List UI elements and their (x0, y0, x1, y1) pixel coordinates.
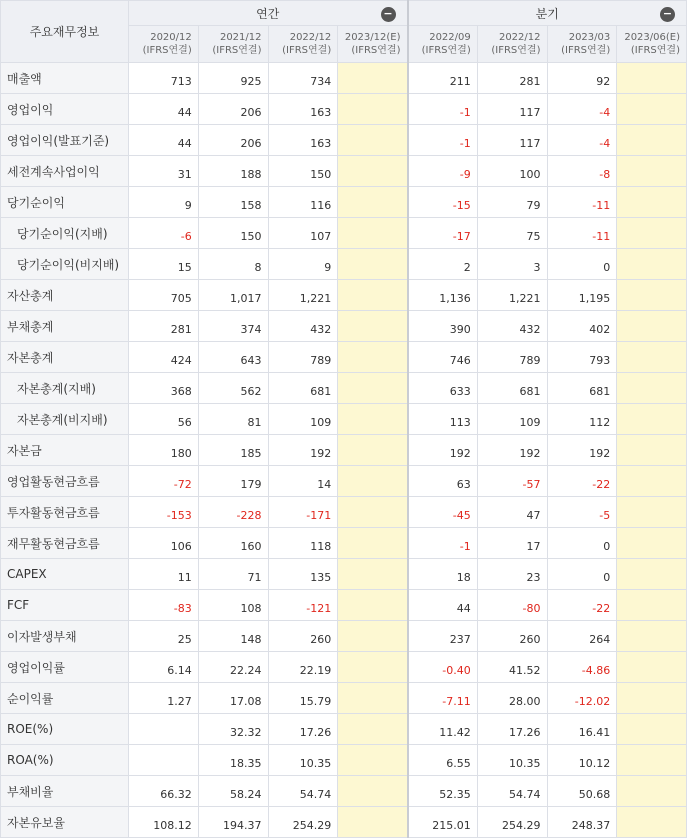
cell-value (617, 745, 687, 776)
cell-value (338, 218, 408, 249)
cell-value (338, 435, 408, 466)
cell-value: 116 (268, 187, 338, 218)
cell-value: 6.55 (408, 745, 478, 776)
cell-value: -8 (547, 156, 617, 187)
cell-value: 192 (477, 435, 547, 466)
cell-value (338, 497, 408, 528)
cell-value (617, 590, 687, 621)
cell-value: 1,221 (268, 280, 338, 311)
cell-value: 254.29 (268, 807, 338, 838)
row-label[interactable]: FCF (1, 590, 129, 621)
cell-value (617, 776, 687, 807)
cell-value: 643 (198, 342, 268, 373)
cell-value (617, 404, 687, 435)
cell-value: 9 (268, 249, 338, 280)
row-label[interactable]: 당기순이익 (1, 187, 129, 218)
group-label: 분기 (535, 6, 559, 21)
cell-value: 1.27 (129, 683, 199, 714)
period-date: 2023/03 (568, 32, 611, 43)
cell-value: 44 (129, 94, 199, 125)
table-row (1, 776, 687, 807)
cell-value: 18 (408, 559, 478, 590)
table-row (1, 218, 687, 249)
table-row (1, 373, 687, 404)
cell-value: 11 (129, 559, 199, 590)
cell-value: 0 (547, 528, 617, 559)
cell-value: -15 (408, 187, 478, 218)
cell-value: 1,136 (408, 280, 478, 311)
cell-value (617, 125, 687, 156)
cell-value: 47 (477, 497, 547, 528)
cell-value (338, 156, 408, 187)
cell-value: 28.00 (477, 683, 547, 714)
cell-value: 106 (129, 528, 199, 559)
cell-value: 14 (268, 466, 338, 497)
cell-value: 402 (547, 311, 617, 342)
table-row (1, 435, 687, 466)
cell-value (338, 528, 408, 559)
period-basis: (IFRS연결) (351, 45, 401, 56)
row-label[interactable]: 세전계속사업이익 (1, 156, 129, 187)
cell-value: 71 (198, 559, 268, 590)
cell-value (338, 311, 408, 342)
table-row (1, 590, 687, 621)
cell-value: 109 (477, 404, 547, 435)
cell-value (617, 94, 687, 125)
period-date: 2022/09 (429, 32, 471, 43)
period-date: 2023/12(E) (344, 32, 401, 43)
period-basis: (IFRS연결) (142, 45, 192, 56)
row-label[interactable]: 영업이익 (1, 94, 129, 125)
cell-value: 194.37 (198, 807, 268, 838)
cell-value: 206 (198, 94, 268, 125)
cell-value: 0 (547, 249, 617, 280)
cell-value: 25 (129, 621, 199, 652)
cell-value: 390 (408, 311, 478, 342)
table-row (1, 466, 687, 497)
cell-value: 160 (198, 528, 268, 559)
cell-value (617, 528, 687, 559)
cell-value: 925 (198, 63, 268, 94)
cell-value: 107 (268, 218, 338, 249)
cell-value: 150 (268, 156, 338, 187)
cell-value: 2 (408, 249, 478, 280)
cell-value: 10.35 (477, 745, 547, 776)
period-header (547, 26, 617, 63)
cell-value: 10.12 (547, 745, 617, 776)
cell-value: -57 (477, 466, 547, 497)
period-header (338, 26, 408, 63)
cell-value (617, 466, 687, 497)
cell-value: 237 (408, 621, 478, 652)
cell-value: 158 (198, 187, 268, 218)
cell-value (338, 776, 408, 807)
cell-value (338, 249, 408, 280)
cell-value: 22.24 (198, 652, 268, 683)
table-row (1, 187, 687, 218)
row-label[interactable]: 자본금 (1, 435, 129, 466)
cell-value (338, 342, 408, 373)
cell-value: 148 (198, 621, 268, 652)
cell-value: 54.74 (268, 776, 338, 807)
period-date: 2023/06(E) (624, 32, 680, 43)
table-row (1, 404, 687, 435)
cell-value: 44 (408, 590, 478, 621)
cell-value: 109 (268, 404, 338, 435)
table-row (1, 311, 687, 342)
cell-value: 75 (477, 218, 547, 249)
cell-value: -12.02 (547, 683, 617, 714)
cell-value: 281 (477, 63, 547, 94)
cell-value: 32.32 (198, 714, 268, 745)
cell-value (617, 621, 687, 652)
cell-value (129, 714, 199, 745)
row-label[interactable]: 영업이익률 (1, 652, 129, 683)
row-label[interactable]: ROE(%) (1, 714, 129, 745)
cell-value (338, 745, 408, 776)
table-row (1, 125, 687, 156)
cell-value: -4 (547, 125, 617, 156)
cell-value: 163 (268, 125, 338, 156)
cell-value: -17 (408, 218, 478, 249)
period-header (198, 26, 268, 63)
table-row (1, 683, 687, 714)
cell-value: -5 (547, 497, 617, 528)
row-label[interactable]: 부채비율 (1, 776, 129, 807)
row-label: 당기순이익(지배) (1, 218, 129, 249)
cell-value: 44 (129, 125, 199, 156)
row-label[interactable]: 자본총계 (1, 342, 129, 373)
cell-value (338, 63, 408, 94)
cell-value: 368 (129, 373, 199, 404)
cell-value: -153 (129, 497, 199, 528)
cell-value: 54.74 (477, 776, 547, 807)
cell-value: 713 (129, 63, 199, 94)
cell-value (338, 280, 408, 311)
cell-value: -83 (129, 590, 199, 621)
cell-value (338, 373, 408, 404)
cell-value: 633 (408, 373, 478, 404)
row-label: 자본총계(지배) (1, 373, 129, 404)
row-label[interactable]: ROA(%) (1, 745, 129, 776)
cell-value (338, 125, 408, 156)
corner-label: 주요재무정보 (1, 1, 129, 63)
cell-value: 264 (547, 621, 617, 652)
cell-value: 562 (198, 373, 268, 404)
period-header (268, 26, 338, 63)
cell-value (617, 714, 687, 745)
cell-value: 117 (477, 125, 547, 156)
cell-value: -6 (129, 218, 199, 249)
cell-value: 63 (408, 466, 478, 497)
cell-value: -1 (408, 94, 478, 125)
row-label: 당기순이익(비지배) (1, 249, 129, 280)
row-label[interactable]: 매출액 (1, 63, 129, 94)
cell-value: 23 (477, 559, 547, 590)
period-basis: (IFRS연결) (212, 45, 262, 56)
table-body (1, 63, 687, 838)
cell-value (338, 652, 408, 683)
table-row (1, 342, 687, 373)
group-header-row (1, 1, 687, 26)
cell-value (617, 280, 687, 311)
cell-value: 705 (129, 280, 199, 311)
cell-value (338, 807, 408, 838)
cell-value: -9 (408, 156, 478, 187)
cell-value: 681 (268, 373, 338, 404)
table-row (1, 528, 687, 559)
cell-value: -45 (408, 497, 478, 528)
cell-value: 50.68 (547, 776, 617, 807)
row-label: 자본총계(비지배) (1, 404, 129, 435)
cell-value: 118 (268, 528, 338, 559)
cell-value: -11 (547, 218, 617, 249)
cell-value (129, 745, 199, 776)
period-header (617, 26, 687, 63)
table-row (1, 497, 687, 528)
period-date: 2022/12 (289, 32, 332, 43)
cell-value: 1,221 (477, 280, 547, 311)
cell-value: -4.86 (547, 652, 617, 683)
period-date: 2021/12 (219, 32, 262, 43)
cell-value: 15 (129, 249, 199, 280)
period-basis: (IFRS연결) (561, 45, 611, 56)
cell-value: 260 (477, 621, 547, 652)
cell-value: -22 (547, 466, 617, 497)
cell-value: 11.42 (408, 714, 478, 745)
cell-value: 215.01 (408, 807, 478, 838)
period-header (477, 26, 547, 63)
cell-value: 10.35 (268, 745, 338, 776)
row-label[interactable]: 부채총계 (1, 311, 129, 342)
cell-value: 248.37 (547, 807, 617, 838)
period-date: 2022/12 (498, 32, 541, 43)
cell-value: 793 (547, 342, 617, 373)
cell-value: 211 (408, 63, 478, 94)
cell-value: 113 (408, 404, 478, 435)
table-row (1, 156, 687, 187)
cell-value: 179 (198, 466, 268, 497)
cell-value: 180 (129, 435, 199, 466)
cell-value: 681 (547, 373, 617, 404)
cell-value: 100 (477, 156, 547, 187)
period-date: 2020/12 (150, 32, 192, 43)
cell-value: 17.26 (477, 714, 547, 745)
cell-value: 31 (129, 156, 199, 187)
cell-value: 0 (547, 559, 617, 590)
table-row (1, 621, 687, 652)
group-header-0 (129, 1, 408, 26)
cell-value: 260 (268, 621, 338, 652)
period-header (408, 26, 478, 63)
cell-value: 789 (268, 342, 338, 373)
cell-value: 374 (198, 311, 268, 342)
cell-value (338, 559, 408, 590)
cell-value: 108.12 (129, 807, 199, 838)
row-label[interactable]: 영업이익(발표기준) (1, 125, 129, 156)
cell-value: 112 (547, 404, 617, 435)
cell-value: 117 (477, 94, 547, 125)
cell-value: 79 (477, 187, 547, 218)
cell-value: 66.32 (129, 776, 199, 807)
cell-value (617, 497, 687, 528)
row-label[interactable]: 재무활동현금흐름 (1, 528, 129, 559)
cell-value: 135 (268, 559, 338, 590)
cell-value: 17.08 (198, 683, 268, 714)
cell-value: 150 (198, 218, 268, 249)
cell-value (338, 621, 408, 652)
cell-value (338, 590, 408, 621)
cell-value (617, 187, 687, 218)
row-label[interactable]: 순이익률 (1, 683, 129, 714)
cell-value (338, 466, 408, 497)
cell-value (338, 714, 408, 745)
minus-circle-icon[interactable]: − (660, 7, 675, 22)
cell-value (338, 404, 408, 435)
group-label: 연간 (256, 6, 280, 21)
cell-value: 3 (477, 249, 547, 280)
cell-value: 254.29 (477, 807, 547, 838)
table-row (1, 559, 687, 590)
table-row (1, 94, 687, 125)
cell-value (338, 94, 408, 125)
cell-value (617, 559, 687, 590)
cell-value: 17.26 (268, 714, 338, 745)
cell-value (617, 218, 687, 249)
cell-value: 8 (198, 249, 268, 280)
cell-value (617, 683, 687, 714)
cell-value: 424 (129, 342, 199, 373)
row-label[interactable]: 영업활동현금흐름 (1, 466, 129, 497)
cell-value: 52.35 (408, 776, 478, 807)
cell-value (617, 342, 687, 373)
cell-value (617, 156, 687, 187)
period-header (129, 26, 199, 63)
cell-value: 6.14 (129, 652, 199, 683)
cell-value: 192 (408, 435, 478, 466)
cell-value (617, 807, 687, 838)
cell-value: 9 (129, 187, 199, 218)
table-row (1, 280, 687, 311)
cell-value: -4 (547, 94, 617, 125)
cell-value (617, 249, 687, 280)
cell-value: 734 (268, 63, 338, 94)
cell-value: -1 (408, 125, 478, 156)
period-basis: (IFRS연결) (630, 45, 680, 56)
cell-value: -7.11 (408, 683, 478, 714)
group-header-1 (408, 1, 687, 26)
table-row (1, 745, 687, 776)
cell-value: 192 (547, 435, 617, 466)
cell-value: -72 (129, 466, 199, 497)
period-basis: (IFRS연결) (491, 45, 541, 56)
cell-value: -80 (477, 590, 547, 621)
cell-value: -22 (547, 590, 617, 621)
cell-value: 58.24 (198, 776, 268, 807)
table-row (1, 714, 687, 745)
cell-value: 17 (477, 528, 547, 559)
cell-value: 81 (198, 404, 268, 435)
cell-value (617, 652, 687, 683)
period-basis: (IFRS연결) (421, 45, 471, 56)
row-label[interactable]: 투자활동현금흐름 (1, 497, 129, 528)
cell-value: 281 (129, 311, 199, 342)
cell-value: 432 (477, 311, 547, 342)
cell-value: 789 (477, 342, 547, 373)
cell-value: 681 (477, 373, 547, 404)
row-label[interactable]: 자산총계 (1, 280, 129, 311)
cell-value: 432 (268, 311, 338, 342)
cell-value: 192 (268, 435, 338, 466)
row-label[interactable]: 자본유보율 (1, 807, 129, 838)
cell-value: 185 (198, 435, 268, 466)
cell-value: -228 (198, 497, 268, 528)
cell-value: 746 (408, 342, 478, 373)
cell-value: -11 (547, 187, 617, 218)
cell-value: 92 (547, 63, 617, 94)
cell-value (338, 683, 408, 714)
cell-value: 1,195 (547, 280, 617, 311)
cell-value (617, 63, 687, 94)
row-label[interactable]: CAPEX (1, 559, 129, 590)
row-label[interactable]: 이자발생부채 (1, 621, 129, 652)
cell-value: 1,017 (198, 280, 268, 311)
cell-value: -1 (408, 528, 478, 559)
cell-value: 18.35 (198, 745, 268, 776)
cell-value: -121 (268, 590, 338, 621)
cell-value: 16.41 (547, 714, 617, 745)
table-row (1, 652, 687, 683)
cell-value: 15.79 (268, 683, 338, 714)
cell-value: 56 (129, 404, 199, 435)
cell-value (338, 187, 408, 218)
table-row (1, 807, 687, 838)
table-row (1, 63, 687, 94)
cell-value (617, 435, 687, 466)
cell-value: 163 (268, 94, 338, 125)
minus-circle-icon[interactable]: − (381, 7, 396, 22)
cell-value: -0.40 (408, 652, 478, 683)
period-basis: (IFRS연결) (282, 45, 332, 56)
cell-value: 206 (198, 125, 268, 156)
cell-value: 41.52 (477, 652, 547, 683)
table-row (1, 249, 687, 280)
cell-value: 188 (198, 156, 268, 187)
cell-value (617, 373, 687, 404)
cell-value: 108 (198, 590, 268, 621)
cell-value (617, 311, 687, 342)
cell-value: -171 (268, 497, 338, 528)
cell-value: 22.19 (268, 652, 338, 683)
